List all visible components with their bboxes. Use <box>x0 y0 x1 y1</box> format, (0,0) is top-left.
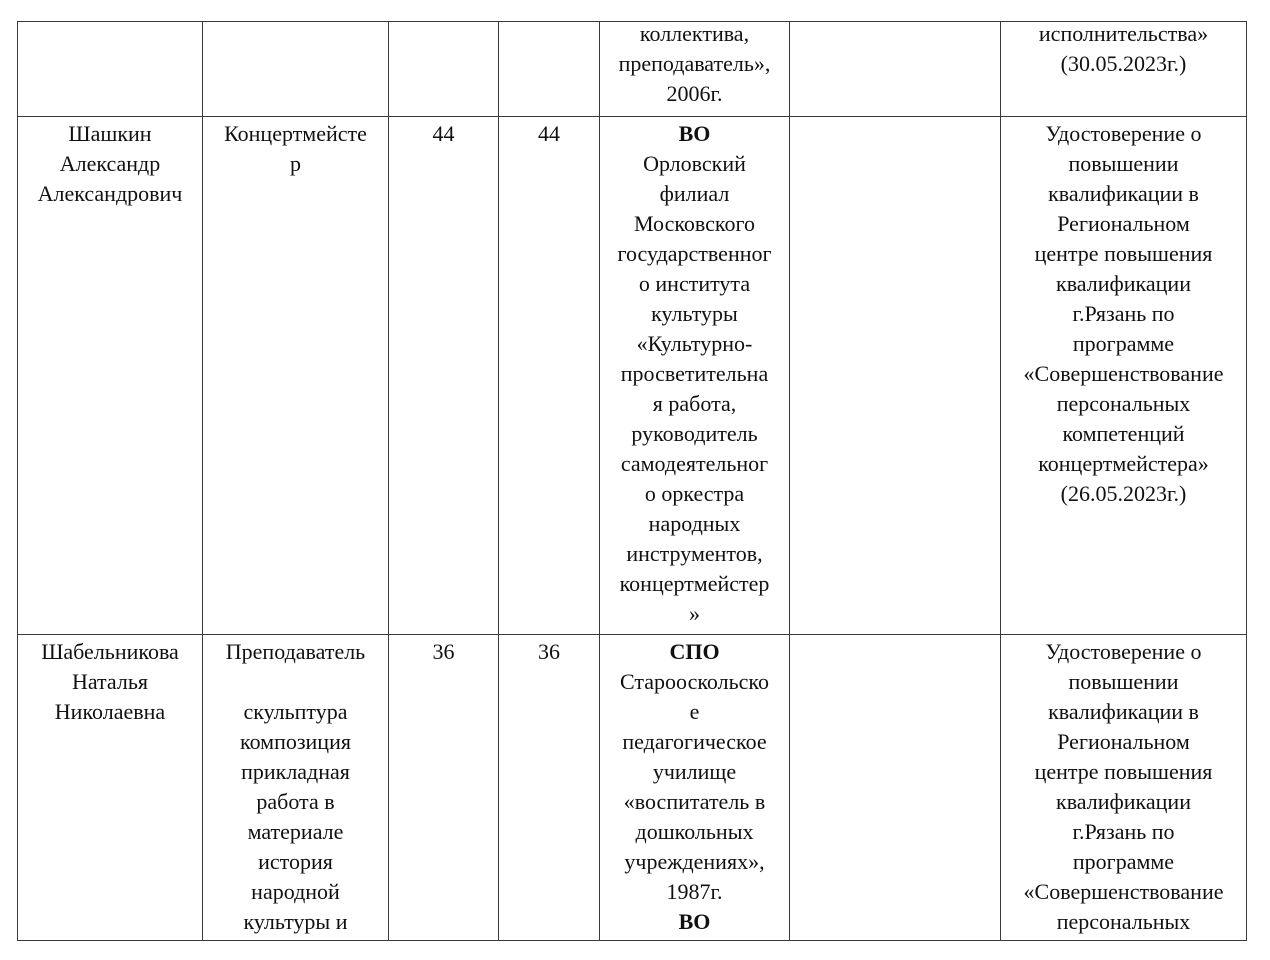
qualification-line: Удостоверение о <box>1045 639 1202 664</box>
education-line: дошкольных <box>635 819 754 844</box>
qualification-line: квалификации в <box>1048 181 1199 206</box>
name-cell <box>18 635 203 941</box>
education-line: Орловский <box>643 151 746 176</box>
qualification-line: (30.05.2023г.) <box>1060 51 1187 76</box>
qualification-line: г.Рязань по <box>1072 819 1175 844</box>
hours-ped-cell <box>499 22 600 117</box>
qualification-line: компетенций <box>1062 421 1185 446</box>
name-line: Наталья <box>71 669 149 694</box>
education-line: я работа, <box>652 391 737 416</box>
qualification-line: исполнительства» <box>1038 21 1209 46</box>
name-line: Александрович <box>37 181 183 206</box>
position-line: работа в <box>256 789 335 814</box>
hours-total-cell <box>389 117 499 635</box>
education-line: коллектива, <box>639 21 750 46</box>
hours-ped-value: 44 <box>538 121 560 146</box>
position-line: Концертмейсте <box>224 121 367 146</box>
qualification-line: центре повышения <box>1034 241 1213 266</box>
position-line: Преподаватель <box>225 639 366 664</box>
education-line: концертмейстер <box>619 571 770 596</box>
qualification-line: повышении <box>1068 669 1179 694</box>
extra-cell <box>790 22 1001 117</box>
position-line: композиция <box>240 729 351 754</box>
education-line: филиал <box>659 181 730 206</box>
qualification-line: персональных <box>1056 909 1191 934</box>
qualification-line: квалификации в <box>1048 699 1199 724</box>
staff-table <box>17 21 1247 941</box>
qualification-line: персональных <box>1056 391 1191 416</box>
education-line: преподаватель», <box>618 51 771 76</box>
education-cell <box>600 117 790 635</box>
name-line: Шашкин <box>68 121 152 146</box>
qualification-cell <box>1001 635 1247 941</box>
name-cell <box>18 117 203 635</box>
name-cell <box>18 22 203 117</box>
position-line: скульптура <box>243 699 348 724</box>
qualification-cell <box>1001 22 1247 117</box>
hours-ped-value: 36 <box>538 639 560 664</box>
education-line: народных <box>648 511 741 536</box>
hours-total-cell <box>389 22 499 117</box>
qualification-line: программе <box>1072 849 1175 874</box>
education-line: » <box>689 601 700 626</box>
education-line: о института <box>638 271 751 296</box>
qualification-line: центре повышения <box>1034 759 1213 784</box>
position-line: материале <box>247 819 344 844</box>
education-line: самодеятельног <box>620 451 769 476</box>
name-line: Шабельникова <box>41 639 179 664</box>
qualification-line: концертмейстера» <box>1038 451 1209 476</box>
education-line: 2006г. <box>666 81 723 106</box>
table-row <box>18 635 1247 941</box>
qualification-line: Удостоверение о <box>1045 121 1202 146</box>
education-level-label: СПО <box>669 639 720 664</box>
education-level-label: ВО <box>678 909 711 934</box>
qualification-line: Региональном <box>1057 729 1190 754</box>
qualification-cell <box>1001 117 1247 635</box>
name-line: Николаевна <box>54 699 166 724</box>
qualification-line: г.Рязань по <box>1072 301 1175 326</box>
position-cell <box>203 117 389 635</box>
position-cell <box>203 635 389 941</box>
blank-line <box>205 667 386 697</box>
qualification-line: (26.05.2023г.) <box>1060 481 1187 506</box>
education-line: педагогическое <box>622 729 767 754</box>
qualification-line: квалификации <box>1056 789 1191 814</box>
education-line: Старооскольско <box>620 669 769 694</box>
education-line: «воспитатель в <box>623 789 766 814</box>
education-line: «Культурно- <box>636 331 753 356</box>
table-row <box>18 117 1247 635</box>
education-line: руководитель <box>631 421 758 446</box>
education-line: училище <box>652 759 737 784</box>
hours-total-value: 36 <box>432 639 455 664</box>
education-line: культуры <box>651 301 738 326</box>
qualification-line: квалификации <box>1056 271 1191 296</box>
position-line: история <box>258 849 333 874</box>
table-row <box>18 22 1247 117</box>
qualification-line: «Совершенствование <box>1023 879 1224 904</box>
hours-total-value: 44 <box>432 121 455 146</box>
education-cell <box>600 635 790 941</box>
education-cell <box>600 22 790 117</box>
name-line: Александр <box>59 151 161 176</box>
position-cell <box>203 22 389 117</box>
qualification-line: программе <box>1072 331 1175 356</box>
education-line: инструментов, <box>626 541 763 566</box>
extra-cell <box>790 635 1001 941</box>
education-line: государственног <box>617 241 772 266</box>
education-line: Московского <box>634 211 755 236</box>
qualification-line: повышении <box>1068 151 1179 176</box>
education-line: просветительна <box>620 361 769 386</box>
education-line: о оркестра <box>644 481 745 506</box>
education-line: 1987г. <box>666 879 723 904</box>
position-line: народной <box>251 879 340 904</box>
education-line: учреждениях», <box>624 849 765 874</box>
position-line: р <box>290 151 301 176</box>
hours-total-cell <box>389 635 499 941</box>
position-line: прикладная <box>241 759 350 784</box>
hours-ped-cell <box>499 117 600 635</box>
hours-ped-cell <box>499 635 600 941</box>
qualification-line: «Совершенствование <box>1023 361 1224 386</box>
position-line: культуры и <box>243 909 348 934</box>
extra-cell <box>790 117 1001 635</box>
qualification-line: Региональном <box>1057 211 1190 236</box>
education-line: е <box>689 699 700 724</box>
education-level-label: ВО <box>678 121 711 146</box>
